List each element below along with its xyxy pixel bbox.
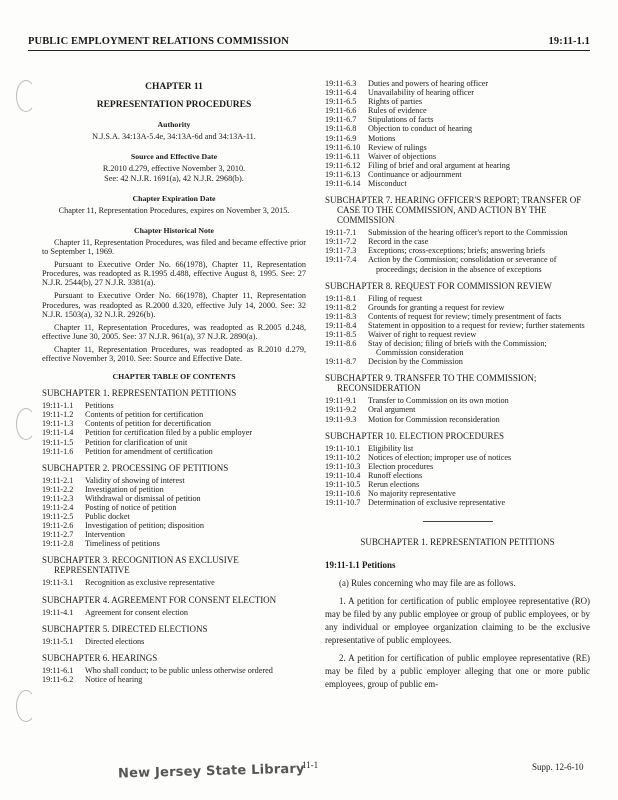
- toc-entry-number: 19:11-6.3: [325, 79, 357, 88]
- toc-entry-title: No majority representative: [368, 489, 456, 499]
- toc-entry: [325, 312, 590, 321]
- toc-entry: [325, 480, 590, 489]
- toc-entry: [42, 438, 306, 447]
- toc-entry-number: 19:11-3.1: [42, 578, 74, 588]
- toc-entry-title: Agreement for consent election: [85, 607, 188, 617]
- toc-entry-title: Decision by the Commission: [368, 357, 463, 367]
- toc-entry: [42, 401, 306, 410]
- toc-entry-number: 19:11-6.14: [325, 179, 361, 189]
- toc-entry-number: 19:11-6.7: [325, 115, 357, 125]
- toc-entry: [325, 255, 590, 273]
- toc-entry-title: Motions: [368, 133, 396, 143]
- history-note-1: Chapter 11, Representation Procedures, was filed and became effective prior to September 1, 1969.: [42, 237, 306, 257]
- toc-entry: [42, 494, 306, 503]
- toc-entry-title: Misconduct: [368, 179, 407, 189]
- toc-entry-title: Action by the Commission; consolidation or severance of proceedings; decision in the absence of exceptions: [368, 255, 557, 274]
- toc-subchapter-2: SUBCHAPTER 2. PROCESSING OF PETITIONS: [42, 462, 229, 473]
- toc-entry-number: 19:11-10.3: [325, 461, 361, 471]
- toc-entry-title: Record in the case: [368, 237, 429, 247]
- expiration-heading: Chapter Expiration Date: [132, 193, 216, 203]
- toc-entry-title: Waiver of objections: [368, 151, 437, 161]
- toc-entry: [325, 170, 590, 179]
- toc-entry: [42, 637, 306, 646]
- toc-entry: [42, 485, 306, 494]
- toc-entry-title: Submission of the hearing officer's report to the Commission: [368, 228, 568, 238]
- toc-entry-number: 19:11-1.6: [42, 446, 74, 456]
- toc-entry-title: Investigation of petition; disposition: [85, 521, 204, 531]
- header-title: PUBLIC EMPLOYMENT RELATIONS COMMISSION: [28, 36, 289, 47]
- toc-entry-number: 19:11-10.1: [325, 443, 361, 453]
- toc-entry-title: Posting of notice of petition: [85, 503, 177, 512]
- toc-entry: [42, 675, 306, 684]
- toc-entry-title: Validity of showing of interest: [85, 475, 185, 485]
- toc-entry-title: Waiver of right to request review: [368, 329, 477, 339]
- toc-entry-number: 19:11-7.3: [325, 246, 357, 256]
- toc-entry-number: 19:11-9.2: [325, 405, 357, 415]
- toc-entry: [42, 410, 306, 419]
- toc-list: [42, 578, 306, 587]
- toc-entry: [325, 88, 590, 97]
- toc-entry-title: Duties and powers of hearing officer: [368, 79, 489, 88]
- toc-entry-number: 19:11-4.1: [42, 607, 74, 617]
- toc-entry-title: Petition for clarification of unit: [85, 437, 188, 447]
- toc-list: [325, 444, 590, 508]
- punch-hole-mark: [16, 80, 36, 112]
- library-stamp: New Jersey State Library: [117, 761, 305, 782]
- toc-entry-number: 19:11-6.12: [325, 160, 361, 170]
- toc-entry-number: 19:11-1.5: [42, 437, 74, 447]
- toc-list: [325, 228, 590, 273]
- toc-entry-number: 19:11-8.7: [325, 357, 357, 367]
- toc-entry: [42, 512, 306, 521]
- toc-entry: [42, 476, 306, 485]
- toc-subchapter-5: SUBCHAPTER 5. DIRECTED ELECTIONS: [42, 623, 208, 634]
- toc-entry-title: Determination of exclusive representative: [368, 498, 506, 508]
- toc-entry-title: Rules of evidence: [368, 106, 427, 116]
- toc-entry: [325, 339, 590, 357]
- punch-hole-mark: [16, 408, 36, 440]
- toc-heading: CHAPTER TABLE OF CONTENTS: [112, 372, 236, 382]
- toc-entry-number: 19:11-8.6: [325, 339, 357, 349]
- toc-entry-number: 19:11-10.2: [325, 452, 361, 462]
- toc-entry-title: Investigation of petition: [85, 484, 164, 494]
- toc-subchapter-4: SUBCHAPTER 4. AGREEMENT FOR CONSENT ELECTION: [42, 594, 277, 605]
- toc-entry: [325, 453, 590, 462]
- toc-entry-number: 19:11-6.8: [325, 124, 357, 134]
- punch-hole-mark: [16, 690, 36, 722]
- toc-entry-number: 19:11-2.2: [42, 484, 74, 494]
- toc-entry: [325, 134, 590, 143]
- toc-entry-title: Contents of petition for decertification: [85, 419, 211, 429]
- toc-entry-number: 19:11-1.4: [42, 428, 74, 438]
- toc-list: [42, 401, 306, 456]
- header-section-number: 19:11-1.1: [548, 36, 590, 47]
- history-note-2: Pursuant to Executive Order No. 66(1978), Chapter 11, Representation Procedures, was readopted as R.1995 d.488, effective August 8, 1995. See: 27 N.J.R. 2544(b), 27 N.J.R. 3381(a).: [42, 260, 306, 288]
- toc-list: [42, 666, 306, 684]
- toc-entry-title: Timeliness of petitions: [85, 539, 160, 549]
- toc-entry-title: Notice of hearing: [85, 674, 143, 684]
- toc-entry-number: 19:11-7.1: [325, 228, 357, 238]
- toc-entry-number: 19:11-10.4: [325, 470, 361, 480]
- toc-entry-number: 19:11-6.2: [42, 674, 74, 684]
- toc-entry: [325, 228, 590, 237]
- toc-entry-title: Motion for Commission reconsideration: [368, 414, 500, 424]
- toc-entry: [325, 498, 590, 507]
- toc-entry: [325, 152, 590, 161]
- section-heading: 19:11-1.1 Petitions: [325, 560, 396, 571]
- body-paragraph-2: 2. A petition for certification of public employee representative (RE) may be filed by a public employer alleging that one or more public employees, group of public em-: [325, 653, 590, 690]
- source-text-2: See: 42 N.J.R. 1691(a), 42 N.J.R. 2968(b).: [104, 173, 244, 183]
- toc-entry-title: Eligibility list: [368, 443, 414, 453]
- expiration-text: Chapter 11, Representation Procedures, expires on November 3, 2015.: [58, 205, 290, 215]
- toc-entry-title: Statement in opposition to a request for review; further statements: [368, 320, 585, 330]
- toc-entry-number: 19:11-9.1: [325, 396, 357, 406]
- toc-entry-number: 19:11-2.6: [42, 521, 74, 531]
- toc-entry-number: 19:11-2.8: [42, 539, 74, 549]
- history-note-4: Chapter 11, Representation Procedures, was readopted as R.2005 d.248, effective June 30, 2005. See: 37 N.J.R. 961(a), 37 N.J.R. 2890(a).: [42, 322, 306, 341]
- toc-entry-title: Runoff elections: [368, 470, 423, 480]
- toc-entry: [325, 294, 590, 303]
- toc-list: [42, 608, 306, 617]
- toc-entry-title: Petitions: [85, 401, 114, 411]
- body-subchapter-heading: SUBCHAPTER 1. REPRESENTATION PETITIONS: [360, 537, 555, 548]
- source-heading: Source and Effective Date: [130, 152, 218, 162]
- toc-entry-title: Rights of parties: [368, 97, 423, 107]
- toc-entry-number: 19:11-6.10: [325, 142, 361, 152]
- toc-entry-title: Intervention: [85, 530, 126, 540]
- toc-entry-title: Election procedures: [368, 461, 434, 471]
- toc-subchapter-9: SUBCHAPTER 9. TRANSFER TO THE COMMISSION; RECONSIDERATION: [325, 373, 537, 394]
- toc-entry-title: Stipulations of facts: [368, 115, 434, 125]
- authority-text: N.J.S.A. 34:13A-5.4e, 34:13A-6d and 34:13A-11.: [92, 132, 256, 142]
- toc-subchapter-3: SUBCHAPTER 3. RECOGNITION AS EXCLUSIVE REPRESENTATIVE: [42, 555, 239, 576]
- toc-entry-number: 19:11-6.1: [42, 665, 74, 675]
- toc-entry: [325, 396, 590, 405]
- toc-subchapter-1: SUBCHAPTER 1. REPRESENTATION PETITIONS: [42, 388, 237, 399]
- toc-entry: [325, 143, 590, 152]
- toc-entry-title: Public docket: [85, 512, 130, 522]
- toc-entry: [325, 471, 590, 480]
- toc-entry-number: 19:11-7.2: [325, 237, 357, 247]
- toc-entry: [325, 489, 590, 498]
- right-column: [325, 79, 590, 696]
- toc-entry: [42, 578, 306, 587]
- toc-entry-title: Grounds for granting a request for review: [368, 302, 505, 312]
- toc-entry-title: Petition for amendment of certification: [85, 446, 213, 456]
- page-number: 11-1: [302, 760, 319, 770]
- toc-entry-number: 19:11-8.1: [325, 293, 357, 303]
- toc-entry-number: 19:11-6.13: [325, 169, 361, 179]
- toc-entry-title: Oral argument: [368, 405, 416, 415]
- toc-entry: [325, 462, 590, 471]
- toc-entry-number: 19:11-2.1: [42, 475, 74, 485]
- toc-entry: [42, 539, 306, 548]
- toc-entry-number: 19:11-6.4: [325, 88, 357, 98]
- toc-entry: [42, 530, 306, 539]
- toc-entry: [325, 115, 590, 124]
- toc-list: [325, 396, 590, 423]
- toc-entry: [325, 330, 590, 339]
- toc-entry-title: Recognition as exclusive representative: [85, 578, 215, 588]
- source-text-1: R.2010 d.279, effective November 3, 2010.: [102, 164, 246, 174]
- chapter-number: CHAPTER 11: [145, 82, 203, 92]
- toc-subchapter-7: SUBCHAPTER 7. HEARING OFFICER'S REPORT; TRANSFER OF CASE TO THE COMMISSION, AND ACTION BY THE COMMISSION: [325, 195, 582, 226]
- toc-entry: [325, 357, 590, 366]
- body-paragraph-a: (a) Rules concerning who may file are as follows.: [339, 578, 516, 589]
- toc-entry-title: Withdrawal or dismissal of petition: [85, 493, 201, 503]
- toc-entry-title: Filing of request: [368, 293, 423, 303]
- toc-entry: [42, 666, 306, 675]
- toc-entry-number: 19:11-9.3: [325, 414, 357, 424]
- toc-entry: [325, 106, 590, 115]
- toc-entry-number: 19:11-2.7: [42, 530, 74, 540]
- toc-entry-number: 19:11-2.3: [42, 493, 74, 503]
- toc-entry: [325, 415, 590, 424]
- toc-entry-title: Transfer to Commission on its own motion: [368, 396, 509, 406]
- toc-entry-number: 19:11-1.3: [42, 419, 74, 429]
- toc-entry-title: Contents of petition for certification: [85, 410, 204, 420]
- toc-entry: [325, 124, 590, 133]
- toc-entry-number: 19:11-6.6: [325, 106, 357, 116]
- toc-entry-title: Filing of brief and oral argument at hearing: [368, 160, 510, 170]
- toc-entry-number: 19:11-5.1: [42, 636, 74, 646]
- toc-entry-title: Unavailability of hearing officer: [368, 88, 475, 98]
- toc-entry: [42, 608, 306, 617]
- toc-entry: [325, 303, 590, 312]
- toc-entry-title: Who shall conduct; to be public unless otherwise ordered: [85, 665, 273, 675]
- toc-entry-number: 19:11-6.11: [325, 151, 361, 161]
- toc-list: [325, 294, 590, 367]
- toc-entry-title: Directed elections: [85, 636, 145, 646]
- page-header: [28, 36, 590, 47]
- toc-entry-title: Review of rulings: [368, 142, 427, 152]
- toc-entry-number: 19:11-6.5: [325, 97, 357, 107]
- toc-entry: [325, 321, 590, 330]
- toc-entry-title: Notices of election; improper use of notices: [368, 452, 512, 462]
- toc-entry-number: 19:11-8.3: [325, 311, 357, 321]
- toc-entry: [325, 79, 590, 88]
- toc-entry: [325, 179, 590, 188]
- toc-entry: [325, 97, 590, 106]
- toc-list: [325, 79, 590, 188]
- toc-entry-title: Petition for certification filed by a public employer: [85, 428, 253, 438]
- toc-entry-title: Rerun elections: [368, 480, 420, 489]
- toc-entry-number: 19:11-10.5: [325, 480, 361, 489]
- authority-heading: Authority: [157, 120, 191, 130]
- toc-list: [42, 637, 306, 646]
- header-rule: [28, 50, 590, 51]
- toc-subchapter-10: SUBCHAPTER 10. ELECTION PROCEDURES: [325, 430, 505, 441]
- toc-entry-number: 19:11-1.1: [42, 401, 74, 411]
- history-note-3: Pursuant to Executive Order No. 66(1978), Chapter 11, Representation Procedures, was readopted as R.2000 d.320, effective July 14, 2000. See: 32 N.J.R. 1503(a), 32 N.J.R. 2926(b).: [42, 291, 306, 319]
- body-paragraph-1: 1. A petition for certification of public employee representative (RO) may be filed by any public employee or group of public employees, or by any individual or employee organization claiming to be the exclusive representative of public employees.: [325, 596, 590, 646]
- toc-entry: [325, 237, 590, 246]
- left-column: [42, 83, 306, 684]
- toc-entry-number: 19:11-8.2: [325, 302, 357, 312]
- chapter-title: REPRESENTATION PROCEDURES: [96, 100, 252, 111]
- toc-entry-number: 19:11-2.5: [42, 512, 74, 522]
- toc-subchapter-8: SUBCHAPTER 8. REQUEST FOR COMMISSION REVIEW: [325, 280, 552, 291]
- toc-entry-title: Exceptions; cross-exceptions; briefs; answering briefs: [368, 246, 545, 256]
- toc-entry: [325, 246, 590, 255]
- toc-entry-number: 19:11-7.4: [325, 255, 357, 265]
- toc-entry-number: 19:11-2.4: [42, 503, 74, 512]
- history-heading: Chapter Historical Note: [134, 225, 214, 235]
- toc-entry: [42, 503, 306, 512]
- toc-entry-number: 19:11-8.4: [325, 320, 357, 330]
- toc-entry-title: Continuance or adjournment: [368, 169, 462, 179]
- history-note-5: Chapter 11, Representation Procedures, was readopted as R.2010 d.279, effective November 3, 2010. See: Source and Effective Date.: [42, 344, 306, 363]
- toc-entry: [42, 419, 306, 428]
- toc-entry: [325, 444, 590, 453]
- toc-entry-number: 19:11-6.9: [325, 133, 357, 143]
- toc-list: [42, 476, 306, 549]
- section-divider: [423, 521, 493, 522]
- toc-entry: [325, 405, 590, 414]
- supplement-date: Supp. 12-6-10: [532, 762, 584, 772]
- toc-entry: [42, 521, 306, 530]
- toc-entry-title: Stay of decision; filing of briefs with the Commission; Commission consideration: [368, 339, 547, 358]
- toc-entry-title: Objection to conduct of hearing: [368, 124, 473, 134]
- toc-entry-number: 19:11-10.6: [325, 489, 361, 499]
- toc-entry-number: 19:11-10.7: [325, 498, 361, 508]
- toc-entry-number: 19:11-8.5: [325, 329, 357, 339]
- toc-subchapter-6: SUBCHAPTER 6. HEARINGS: [42, 652, 158, 663]
- toc-entry-number: 19:11-1.2: [42, 410, 74, 420]
- toc-entry: [42, 447, 306, 456]
- toc-entry: [325, 161, 590, 170]
- toc-entry: [42, 428, 306, 437]
- toc-entry-title: Contents of request for review; timely presentment of facts: [368, 311, 562, 321]
